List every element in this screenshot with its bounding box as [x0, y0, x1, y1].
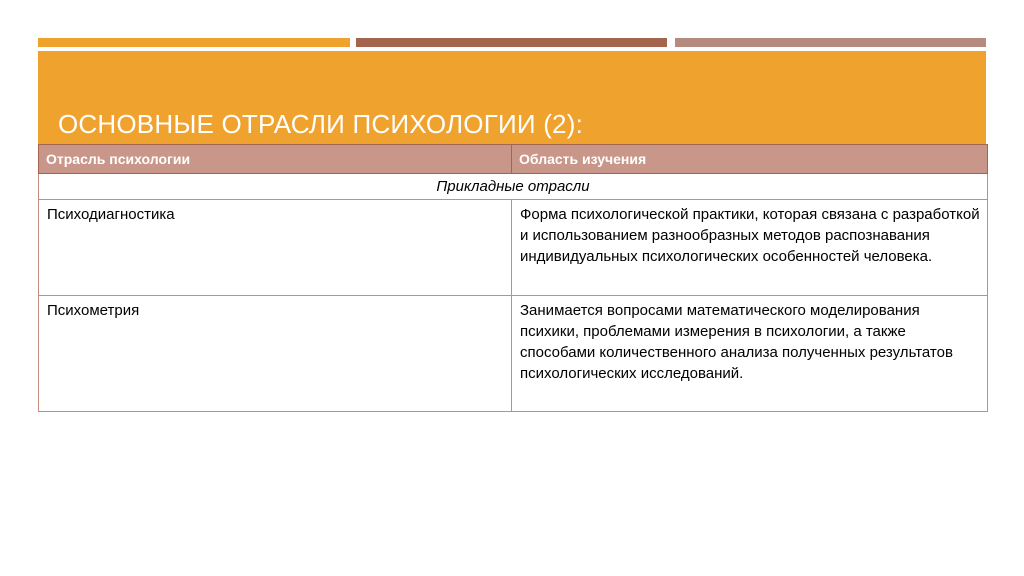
header-branch: Отрасль психологии: [39, 145, 512, 174]
branches-table: [38, 144, 988, 412]
taupe-accent-bar: [675, 38, 986, 47]
branch-cell: Психодиагностика: [39, 200, 512, 296]
brown-accent-bar: [356, 38, 667, 47]
branch-cell: Психометрия: [39, 296, 512, 412]
orange-accent-bar: [38, 38, 350, 47]
decorative-top-bars: [38, 38, 986, 47]
description-cell: Занимается вопросами математического моделирования психики, проблемами измерения в психологии, а также способами количественного анализа полученных результатов психологических исследований.: [512, 296, 988, 412]
description-cell: Форма психологической практики, которая связана с разработкой и использованием разнообразных методов распознавания индивидуальных психологических особенностей человека.: [512, 200, 988, 296]
table-row: [39, 296, 988, 412]
title-band: [38, 51, 986, 144]
header-area: Область изучения: [512, 145, 988, 174]
table-row: [39, 200, 988, 296]
table-header-row: [39, 145, 988, 174]
slide-title: ОСНОВНЫЕ ОТРАСЛИ ПСИХОЛОГИИ (2):: [58, 109, 583, 139]
section-label: Прикладные отрасли: [39, 174, 988, 200]
section-row: [39, 174, 988, 200]
